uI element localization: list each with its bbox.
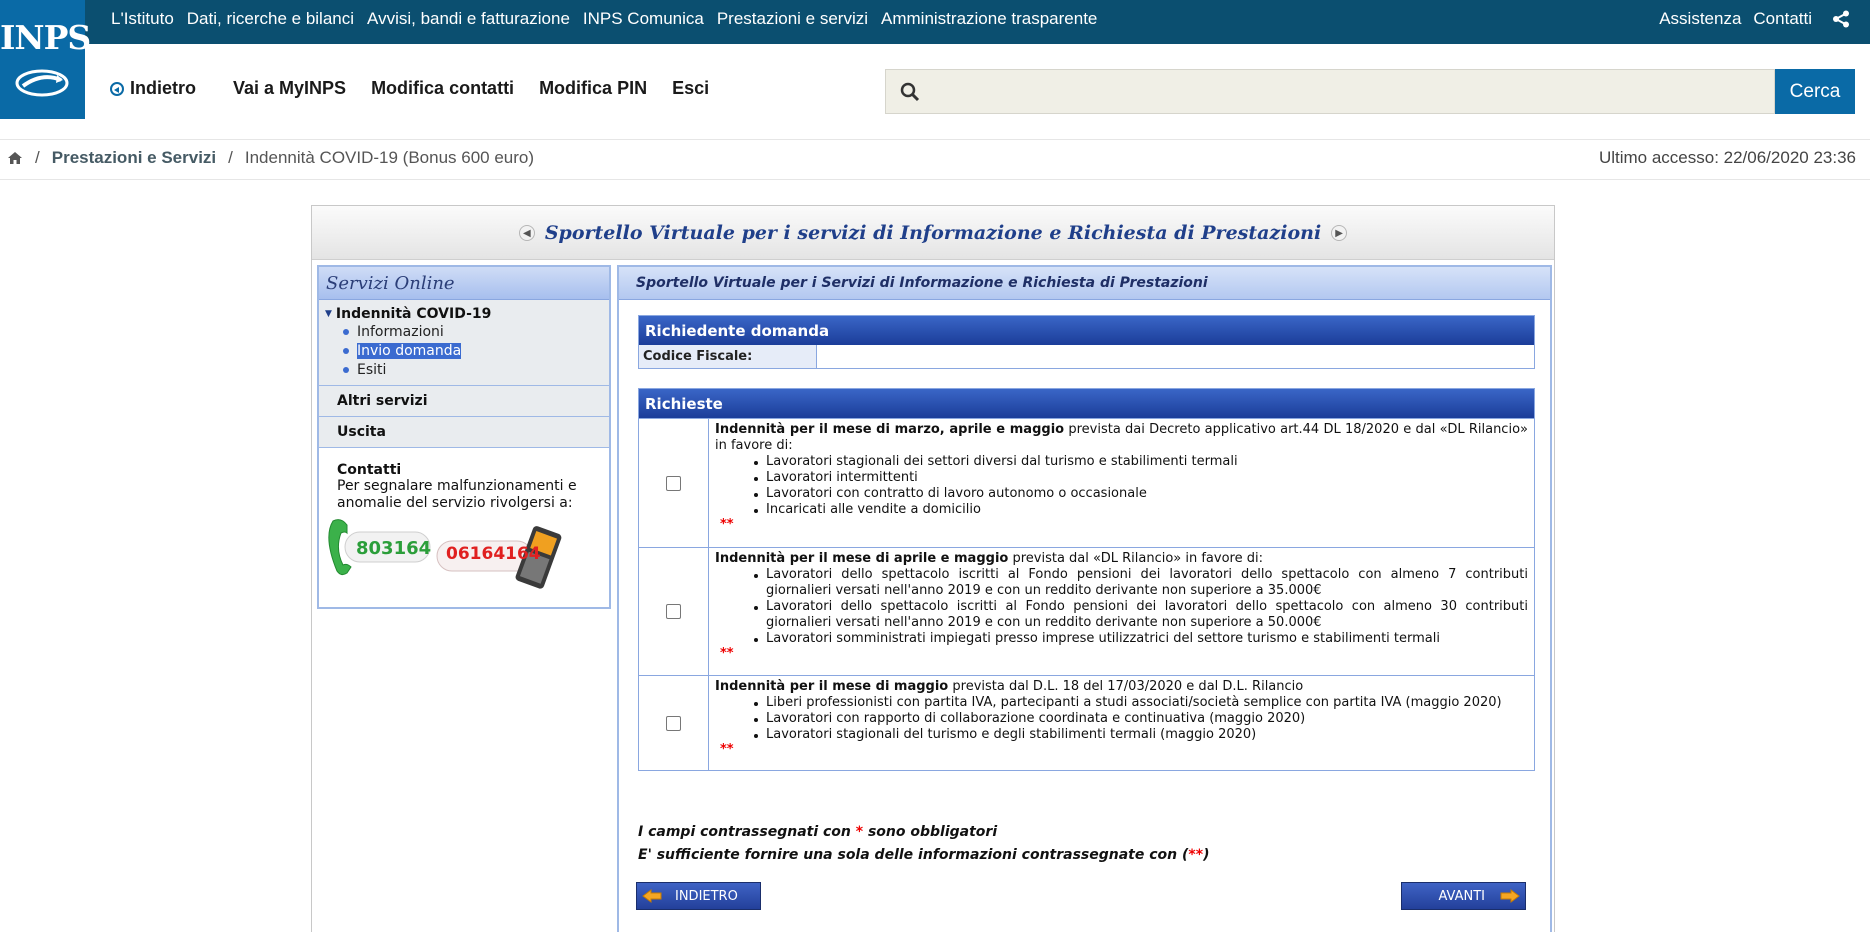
sidebar-group-label: Indennità COVID-19 (335, 306, 492, 322)
last-access: Ultimo accesso: 22/06/2020 23:36 (1598, 148, 1856, 167)
breadcrumb-prestazioni[interactable]: Prestazioni e Servizi (51, 148, 217, 167)
sidebar-item-label: Informazioni (357, 323, 444, 340)
frame-title-bar (312, 206, 1554, 260)
required-mark: ** (720, 646, 734, 661)
required-mark: ** (720, 517, 734, 532)
codice-fiscale-row (639, 345, 1534, 368)
richiesta-body (709, 419, 1534, 547)
bullet-icon (343, 348, 349, 354)
modifica-pin-link[interactable]: Modifica PIN (539, 78, 648, 98)
sidebar-item-informazioni[interactable] (343, 322, 609, 341)
arrow-left-icon (641, 888, 663, 904)
richieste-title: Richieste (639, 389, 1534, 418)
logo-text: INPS (0, 18, 91, 57)
prev-arrow-icon[interactable]: ◀ (519, 225, 535, 241)
secondary-nav (110, 78, 734, 99)
contact-phones (325, 519, 541, 585)
richiedente-title: Richiedente domanda (639, 316, 1534, 345)
form-notes (638, 821, 1209, 867)
richiesta-checkbox-2[interactable] (666, 604, 681, 619)
required-mark: ** (720, 742, 734, 757)
richiesta-body (709, 676, 1534, 770)
breadcrumb-sep: / (35, 148, 40, 167)
list-item: Lavoratori dello spettacolo iscritti al Fondo pensioni dei lavoratori dello spettacolo con almeno 7 contributi giornalieri versati nell'anno 2019 e con un reddito derivante non superiore a 35.000€ (766, 567, 1528, 598)
sidebar-menu (319, 300, 609, 386)
topnav-item-istituto[interactable]: L'Istituto (111, 9, 174, 28)
note-text: sono obbligatori (863, 824, 998, 840)
richiesta-checkbox-3[interactable] (666, 716, 681, 731)
codice-fiscale-label: Codice Fiscale: (639, 345, 817, 368)
richiesta-body (709, 548, 1534, 675)
richieste-table (638, 388, 1535, 771)
search-icon (900, 82, 920, 102)
logo-swirl-icon (13, 66, 71, 100)
list-item: Lavoratori stagionali del turismo e degli stabilimenti termali (maggio 2020) (766, 727, 1528, 743)
topnav-item-trasparente[interactable]: Amministrazione trasparente (881, 9, 1098, 28)
caret-down-icon: ▼ (325, 309, 332, 319)
contact-box (319, 448, 609, 512)
richiesta-row (639, 547, 1534, 675)
phone-number-1: 803164 (356, 538, 432, 559)
bullet-icon (343, 367, 349, 373)
list-item: Lavoratori somministrati impiegati presso imprese utilizzatrici del settore turismo e stabilimenti termali (766, 631, 1528, 647)
richiedente-table (638, 315, 1535, 369)
richiesta-text: prevista dal D.L. 18 del 17/03/2020 e dal D.L. Rilancio (948, 679, 1304, 694)
bullet-icon (343, 329, 349, 335)
frame-title: Sportello Virtuale per i servizi di Informazione e Richiesta di Prestazioni (544, 222, 1322, 244)
assistenza-link[interactable]: Assistenza (1659, 9, 1742, 28)
arrow-right-icon (1499, 888, 1521, 904)
note-stars: ** (1188, 847, 1204, 863)
codice-fiscale-value (817, 345, 1534, 368)
inps-logo[interactable] (0, 0, 91, 119)
home-icon[interactable] (7, 151, 23, 165)
richiesta-title: Indennità per il mese di marzo, aprile e maggio (715, 422, 1065, 437)
richiesta-list (766, 567, 1528, 647)
richiesta-list (766, 695, 1528, 743)
richiesta-text: prevista dal «DL Rilancio» in favore di: (1008, 551, 1263, 566)
contact-text: Per segnalare malfunzionamenti e anomalie del servizio rivolgersi a: (337, 478, 577, 511)
myinps-link[interactable]: Vai a MyINPS (233, 78, 347, 98)
phone-number-2: 06164164 (446, 544, 541, 564)
topnav-item-dati[interactable]: Dati, ricerche e bilanci (186, 9, 355, 28)
back-label: Indietro (130, 78, 196, 98)
note-text: ) (1203, 847, 1210, 863)
back-link[interactable] (110, 78, 196, 99)
richiesta-row (639, 675, 1534, 770)
breadcrumb-current: Indennità COVID-19 (Bonus 600 euro) (244, 148, 535, 167)
list-item: Lavoratori con contratto di lavoro autonomo o occasionale (766, 486, 1528, 502)
sidebar-item-invio-domanda[interactable] (343, 341, 609, 360)
richiesta-checkbox-1[interactable] (666, 476, 681, 491)
sidebar-group-covid[interactable] (325, 306, 609, 322)
sidebar-item-uscita[interactable]: Uscita (319, 417, 609, 448)
note-required (638, 821, 1209, 844)
breadcrumb-divider (0, 179, 1870, 180)
richiesta-title: Indennità per il mese di maggio (715, 679, 949, 694)
sidebar (317, 265, 611, 609)
richiesta-title: Indennità per il mese di aprile e maggio (715, 551, 1009, 566)
cerca-button[interactable]: Cerca (1775, 69, 1855, 114)
topnav-item-prestazioni[interactable]: Prestazioni e servizi (716, 9, 869, 28)
list-item: Lavoratori con rapporto di collaborazione coordinata e continuativa (maggio 2020) (766, 711, 1528, 727)
note-star: * (855, 824, 864, 840)
indietro-button[interactable] (636, 882, 761, 910)
avanti-label: AVANTI (1438, 888, 1485, 904)
list-item: Lavoratori intermittenti (766, 470, 1528, 486)
breadcrumb-sep: / (228, 148, 233, 167)
sidebar-item-label: Invio domanda (357, 342, 462, 359)
main-panel (617, 265, 1552, 932)
note-text: I campi contrassegnati con (638, 824, 856, 840)
esci-link[interactable]: Esci (672, 78, 710, 98)
search-input[interactable] (885, 69, 1775, 114)
header-divider (0, 139, 1870, 140)
list-item: Lavoratori dello spettacolo iscritti al Fondo pensioni dei lavoratori dello spettacolo con almeno 30 contributi giornalieri versati nell'anno 2019 e con un reddito derivante non superiore a 50.000€ (766, 599, 1528, 630)
avanti-button[interactable] (1401, 882, 1526, 910)
sidebar-item-label: Esiti (357, 361, 387, 378)
indietro-label: INDIETRO (675, 888, 738, 904)
breadcrumb (7, 148, 534, 168)
top-right-nav (1647, 0, 1850, 38)
richiesta-list (766, 454, 1528, 518)
next-arrow-icon[interactable]: ▶ (1331, 225, 1347, 241)
sidebar-item-esiti[interactable] (343, 360, 609, 379)
topnav-item-avvisi[interactable]: Avvisi, bandi e fatturazione (367, 9, 570, 28)
note-alternative (638, 844, 1209, 867)
list-item: Lavoratori stagionali dei settori diversi dal turismo e stabilimenti termali (766, 454, 1528, 470)
contatti-link[interactable]: Contatti (1753, 9, 1812, 28)
modifica-contatti-link[interactable]: Modifica contatti (371, 78, 515, 98)
share-icon[interactable] (1832, 10, 1850, 28)
topnav-item-comunica[interactable]: INPS Comunica (582, 9, 704, 28)
top-nav (111, 0, 1110, 38)
list-item: Liberi professionisti con partita IVA, partecipanti a studi associati/società semplice con partita IVA (maggio 2020) (766, 695, 1528, 711)
back-circle-icon (110, 82, 124, 96)
list-item: Incaricati alle vendite a domicilio (766, 502, 1528, 518)
note-text: E' sufficiente fornire una sola delle informazioni contrassegnate con ( (638, 847, 1189, 863)
richiesta-row (639, 418, 1534, 547)
richiesta-text: prevista dai Decreto applicativo art.44 DL 18/2020 e dal «DL Rilancio» in favore di: (715, 422, 1528, 453)
contact-title: Contatti (337, 462, 402, 478)
sidebar-title: Servizi Online (319, 267, 609, 300)
sidebar-item-altri-servizi[interactable]: Altri servizi (319, 386, 609, 417)
main-header: Sportello Virtuale per i Servizi di Informazione e Richiesta di Prestazioni (619, 267, 1550, 300)
